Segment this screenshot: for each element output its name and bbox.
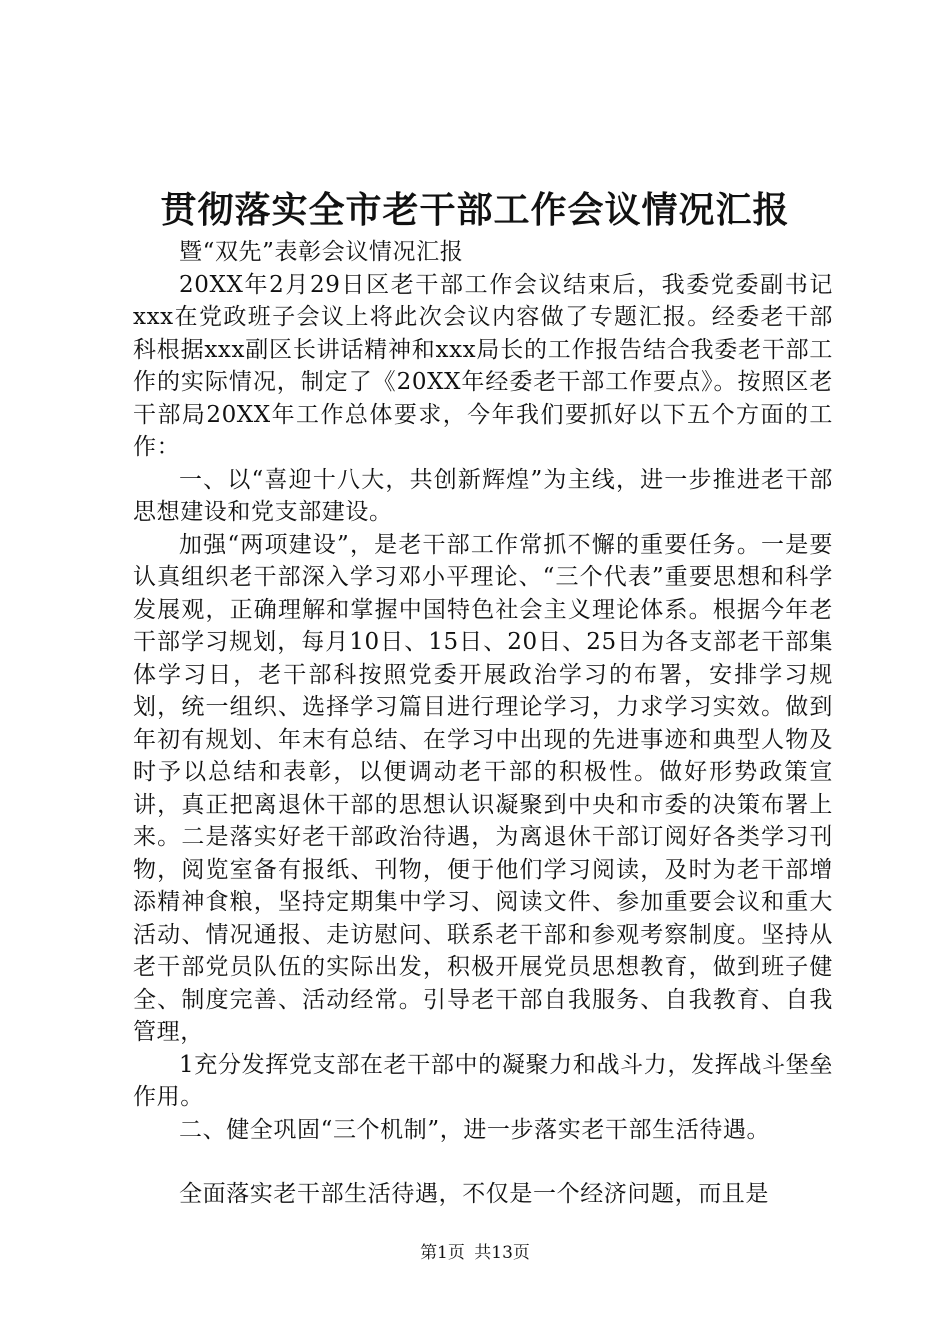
page-footer <box>0 1242 950 1264</box>
intro-paragraph: 20XX年2月29日区老干部工作会议结束后，我委党委副书记xxx在党政班子会议上将此次会议内容做了专题汇报。经委老干部科根据xxx副区长讲话精神和xxx局长的工作报告结合我委老干部工作的实际情况，制定了《20XX年经委老干部工作要点》。按照区老干部局20XX年工作总体要求，今年我们要抓好以下五个方面的工作： <box>133 271 833 460</box>
page-total: 共13页 <box>474 1243 530 1263</box>
document-title: 贯彻落实全市老干部工作会议情况汇报 <box>160 189 790 231</box>
section-one-heading: 一、以“喜迎十八大，共创新辉煌”为主线，进一步推进老干部思想建设和党支部建设。 <box>133 466 833 525</box>
section-two-heading: 二、健全巩固“三个机制”，进一步落实老干部生活待遇。 <box>179 1116 771 1143</box>
subtitle-paragraph: 暨“双先”表彰会议情况汇报 <box>179 239 464 265</box>
document-body <box>133 236 833 1211</box>
section-one-point-1: 1充分发挥党支部在老干部中的凝聚力和战斗力，发挥战斗堡垒作用。 <box>133 1051 833 1110</box>
section-one-body: 加强“两项建设”，是老干部工作常抓不懈的重要任务。一是要认真组织老干部深入学习邓小平理论、“三个代表”重要思想和科学发展观，正确理解和掌握中国特色社会主义理论体系。根据今年老干部学习规划，每月10日、15日、20日、25日为各支部老干部集体学习日，老干部科按照党委开展政治学习的布署，安排学习规划，统一组织、选择学习篇目进行理论学习，力求学习实效。做到年初有规划、年末有总结、在学习中出现的先进事迹和典型人物及时予以总结和表彰，以便调动老干部的积极性。做好形势政策宣讲，真正把离退休干部的思想认识凝聚到中央和市委的决策布署上来。二是落实好老干部政治待遇，为离退休干部订阅好各类学习刊物，阅览室备有报纸、刊物，便于他们学习阅读，及时为老干部增添精神食粮，坚持定期集中学习、阅读文件、参加重要会议和重大活动、情况通报、走访慰问、联系老干部和参观考察制度。坚持从老干部党员队伍的实际出发，积极开展党员思想教育，做到班子健全、制度完善、活动经常。引导老干部自我服务、自我教育、自我管理， <box>133 531 833 1045</box>
page-number: 第1页 <box>420 1243 465 1263</box>
section-two-body: 全面落实老干部生活待遇，不仅是一个经济问题，而且是 <box>179 1181 769 1207</box>
